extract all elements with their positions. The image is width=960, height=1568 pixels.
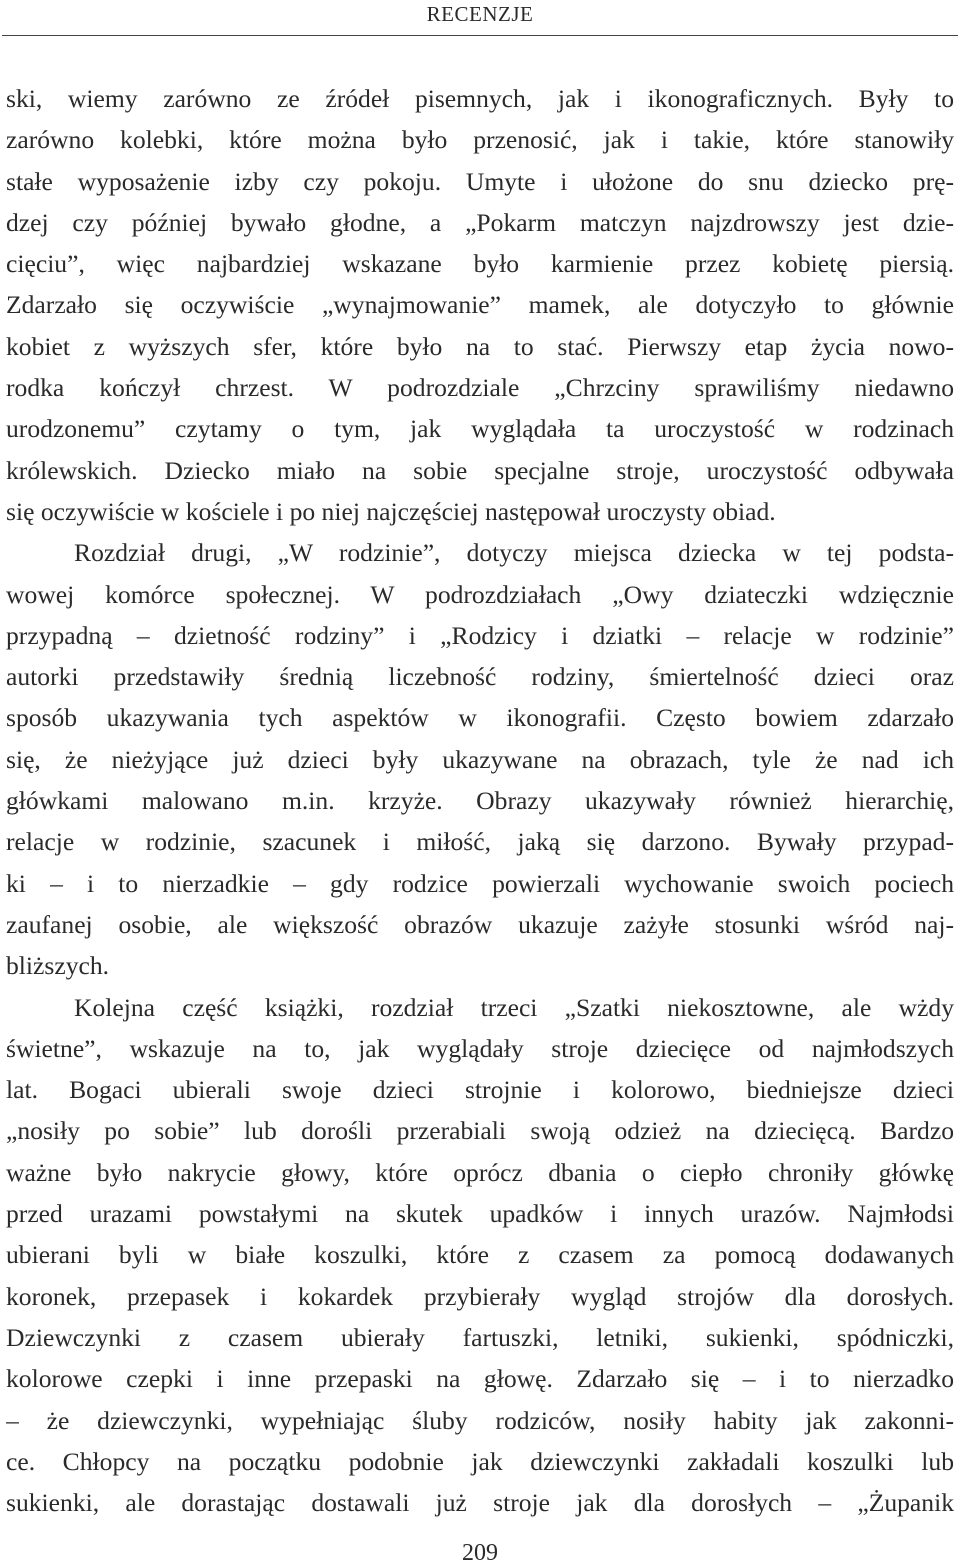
- text-line: stałe wyposażenie izby czy pokoju. Umyte i ułożone do snu dziecko prę-: [6, 166, 954, 196]
- text-line: wowej komórce społecznej. W podrozdziałach „Owy dziateczki wdzięcznie: [6, 579, 954, 609]
- text-line: sukienki, ale dorastając dostawali już stroje jak dla dorosłych – „Żupanik: [6, 1488, 954, 1518]
- text-line: Kolejna część książki, rozdział trzeci „Szatki niekosztowne, ale wżdy: [74, 992, 954, 1022]
- page-number: 209: [462, 1540, 498, 1566]
- text-line: – że dziewczynki, wypełniając śluby rodziców, nosiły habity jak zakonni-: [6, 1405, 954, 1435]
- text-line: zaufanej osobie, ale większość obrazów ukazuje zażyłe stosunki wśród naj-: [6, 909, 954, 939]
- text-line: kobiet z wyższych sfer, które było na to stać. Pierwszy etap życia nowo-: [6, 331, 954, 361]
- text-line: lat. Bogaci ubierali swoje dzieci strojnie i kolorowo, biedniejsze dzieci: [6, 1075, 954, 1105]
- text-line: urodzonemu” czytamy o tym, jak wyglądała ta uroczystość w rodzinach: [6, 414, 954, 444]
- body-text: [6, 78, 954, 1523]
- text-line: bliższych.: [6, 951, 110, 981]
- text-line: dzej czy później bywało głodne, a „Pokarm matczyn najzdrowszy jest dzie-: [6, 207, 954, 237]
- text-line: autorki przedstawiły średnią liczebność rodziny, śmiertelność dzieci oraz: [6, 662, 954, 692]
- text-line: Zdarzało się oczywiście „wynajmowanie” mamek, ale dotyczyło to głównie: [6, 290, 954, 320]
- text-line: Dziewczynki z czasem ubierały fartuszki, letniki, sukienki, spódniczki,: [6, 1322, 954, 1352]
- text-line: ubierani byli w białe koszulki, które z czasem za pomocą dodawanych: [6, 1240, 954, 1270]
- text-line: zarówno kolebki, które można było przenosić, jak i takie, które stanowiły: [6, 125, 954, 155]
- text-line: Rozdział drugi, „W rodzinie”, dotyczy miejsca dziecka w tej podsta-: [74, 538, 954, 568]
- text-line: sposób ukazywania tych aspektów w ikonografii. Często bowiem zdarzało: [6, 703, 954, 733]
- text-line: królewskich. Dziecko miało na sobie specjalne stroje, uroczystość odbywała: [6, 455, 954, 485]
- text-line: świetne”, wskazuje na to, jak wyglądały stroje dziecięce od najmłodszych: [6, 1033, 954, 1063]
- text-line: przed urazami powstałymi na skutek upadków i innych urazów. Najmłodsi: [6, 1199, 954, 1229]
- header-rule: [2, 35, 958, 36]
- text-line: relacje w rodzinie, szacunek i miłość, jaką się darzono. Bywały przypad-: [6, 827, 954, 857]
- text-line: ski, wiemy zarówno ze źródeł pisemnych, jak i ikonograficznych. Były to: [6, 84, 954, 113]
- text-line: przypadną – dzietność rodziny” i „Rodzicy i dziatki – relacje w rodzinie”: [6, 620, 954, 650]
- text-line: się, że nieżyjące już dzieci były ukazywane na obrazach, tyle że nad ich: [6, 744, 954, 774]
- text-line: ważne było nakrycie głowy, które oprócz dbania o ciepło chroniły główkę: [6, 1157, 954, 1187]
- text-line: rodka kończył chrzest. W podrozdziale „Chrzciny sprawiliśmy niedawno: [6, 373, 954, 403]
- text-line: koronek, przepasek i kokardek przybierały wygląd strojów dla dorosłych.: [6, 1281, 954, 1311]
- running-head: RECENZJE: [426, 2, 534, 26]
- text-line: cięciu”, więc najbardziej wskazane było karmienie przez kobietę piersią.: [6, 249, 954, 279]
- text-line: „nosiły po sobie” lub dorośli przerabiali swoją odzież na dziecięcą. Bardzo: [6, 1116, 954, 1146]
- text-line: kolorowe czepki i inne przepaski na głowę. Zdarzało się – i to nierzadko: [6, 1364, 954, 1394]
- text-line: główkami malowano m.in. krzyże. Obrazy ukazywały również hierarchię,: [6, 786, 954, 816]
- text-line: ce. Chłopcy na początku podobnie jak dziewczynki zakładali koszulki lub: [6, 1446, 954, 1476]
- text-line: się oczywiście w kościele i po niej najczęściej następował uroczysty obiad.: [6, 496, 776, 526]
- text-line: ki – i to nierzadkie – gdy rodzice powierzali wychowanie swoich pociech: [6, 868, 954, 898]
